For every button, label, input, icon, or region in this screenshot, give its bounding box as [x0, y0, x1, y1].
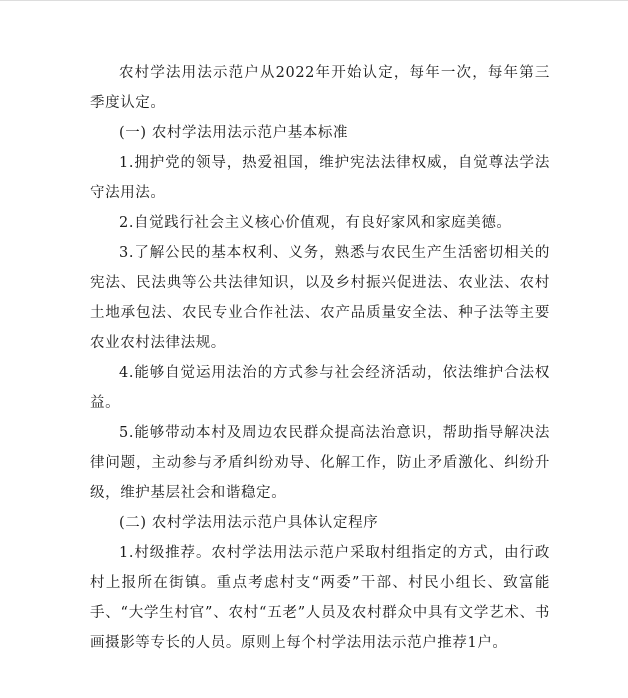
page-top-border: [0, 0, 628, 1]
standard-item-3: 3.了解公民的基本权利、义务，熟悉与农民生产生活密切相关的宪法、民法典等公共法律知识，以及乡村振兴促进法、农业法、农村土地承包法、农民专业合作社法、农产品质量安全法、种子法等主要农业农村法律法规。: [90, 245, 550, 351]
section-heading-basic-standards: (一) 农村学法用法示范户基本标准: [119, 125, 349, 141]
standard-item-4: 4.能够自觉运用法治的方式参与社会经济活动，依法维护合法权益。: [90, 365, 550, 411]
standard-item-2: 2.自觉践行社会主义核心价值观，有良好家风和家庭美德。: [119, 215, 512, 231]
section-heading-procedure: (二) 农村学法用法示范户具体认定程序: [119, 515, 379, 531]
standard-item-1: 1.拥护党的领导，热爱祖国，维护宪法法律权威，自觉尊法学法守法用法。: [90, 155, 550, 201]
procedure-item-1: 1.村级推荐。农村学法用法示范户采取村组指定的方式，由行政村上报所在街镇。重点考虑村支“两委”干部、村民小组长、致富能手、“大学生村官”、农村“五老”人员及农村群众中具有文学艺术、书画摄影等专长的人员。原则上每个村学法用法示范户推荐1户。: [90, 545, 550, 651]
standard-item-5: 5.能够带动本村及周边农民群众提高法治意识，帮助指导解决法律问题，主动参与矛盾纠纷劝导、化解工作，防止矛盾激化、纠纷升级，维护基层社会和谐稳定。: [90, 425, 550, 501]
intro-paragraph: 农村学法用法示范户从2022年开始认定，每年一次，每年第三季度认定。: [90, 65, 550, 111]
